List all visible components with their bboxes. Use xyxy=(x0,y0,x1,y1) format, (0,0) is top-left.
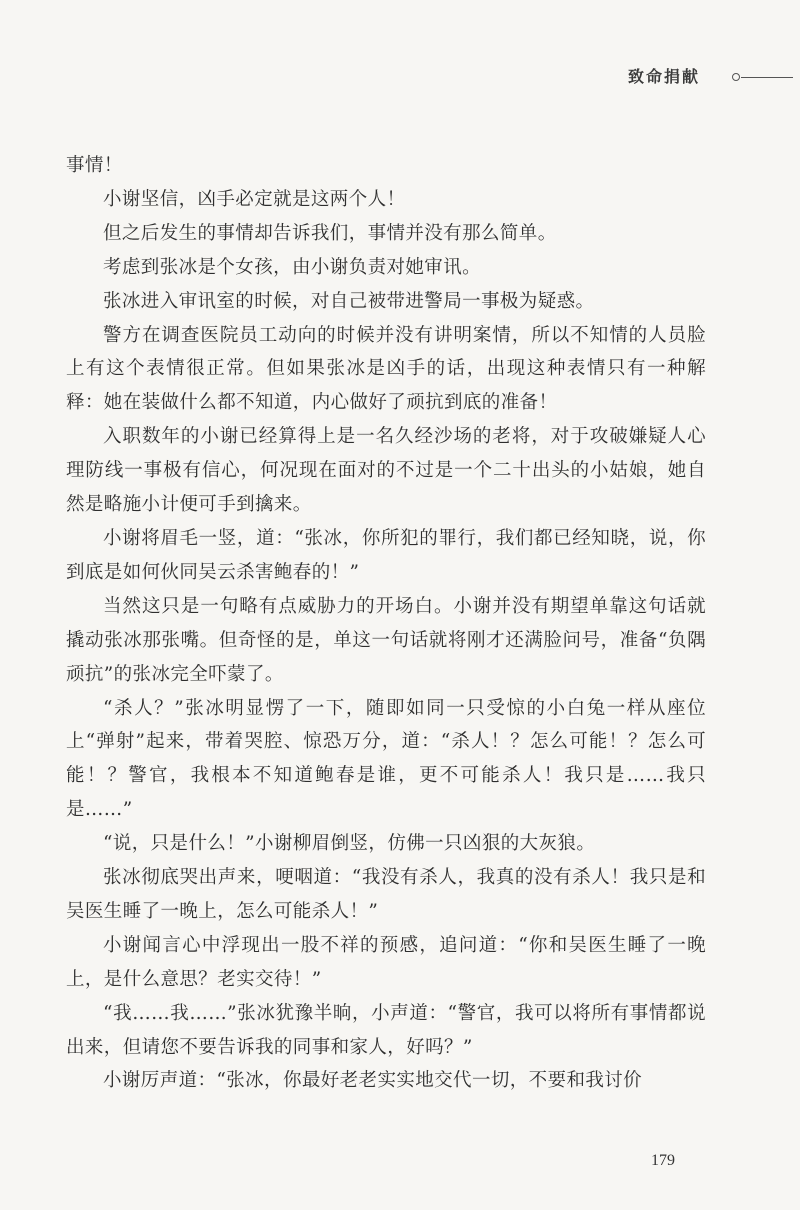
paragraph: 入职数年的小谢已经算得上是一名久经沙场的老将，对于攻破嫌疑人心理防线一事极有信心，何况现在面对的不过是一个二十出头的小姑娘，她自然是略施小计便可手到擒来。 xyxy=(66,426,706,516)
paragraph: 小谢闻言心中浮现出一股不祥的预感，追问道：“你和吴医生睡了一晚上，是什么意思？老实交待！” xyxy=(66,934,706,990)
ornament-line xyxy=(741,77,793,78)
body-text xyxy=(66,149,706,1098)
paragraph: “说，只是什么！”小谢柳眉倒竖，仿佛一只凶狠的大灰狼。 xyxy=(103,833,596,855)
paragraph-continued: 事情！ xyxy=(66,155,123,176)
paragraph: 小谢厉声道：“张冰，你最好老老实实地交代一切，不要和我讨价 xyxy=(103,1070,643,1092)
header-title: 致命捐献 xyxy=(627,67,700,86)
paragraph: 张冰进入审讯室的时候，对自己被带进警局一事极为疑惑。 xyxy=(103,290,595,312)
paragraph: “杀人？”张冰明显愣了一下，随即如同一只受惊的小白兔一样从座位上“弹射”起来，带着哭腔、惊恐万分，道：“杀人！？怎么可能！？怎么可能！？警官，我根本不知道鲍春是谁，更不可能杀人！我只是……我只是……” xyxy=(66,697,706,821)
paragraph: 当然这只是一句略有点威胁力的开场白。小谢并没有期望单靠这句话就撬动张冰那张嘴。但奇怪的是，单这一句话就将刚才还满脸问号，准备“负隅顽抗”的张冰完全吓蒙了。 xyxy=(66,595,706,685)
paragraph: 小谢坚信，凶手必定就是这两个人！ xyxy=(103,188,406,210)
paragraph: 但之后发生的事情却告诉我们，事情并没有那么简单。 xyxy=(103,222,557,244)
header-ornament-icon xyxy=(732,73,792,81)
running-header xyxy=(0,60,800,90)
paragraph: 考虑到张冰是个女孩，由小谢负责对她审讯。 xyxy=(103,256,482,278)
paragraph: 小谢将眉毛一竖，道：“张冰，你所犯的罪行，我们都已经知晓，说，你到底是如何伙同吴云杀害鲍春的！” xyxy=(66,527,706,583)
ornament-circle xyxy=(732,73,740,81)
paragraph: 警方在调查医院员工动向的时候并没有讲明案情，所以不知情的人员脸上有这个表情很正常。但如果张冰是凶手的话，出现这种表情只有一种解释：她在装做什么都不知道，内心做好了顽抗到底的准备！ xyxy=(66,324,706,414)
paragraph: 张冰彻底哭出声来，哽咽道：“我没有杀人，我真的没有杀人！我只是和吴医生睡了一晚上，怎么可能杀人！” xyxy=(66,867,706,922)
paragraph: “我……我……”张冰犹豫半晌，小声道：“警官，我可以将所有事情都说出来，但请您不要告诉我的同事和家人，好吗？” xyxy=(66,1002,706,1058)
page-number: 179 xyxy=(651,1152,675,1169)
